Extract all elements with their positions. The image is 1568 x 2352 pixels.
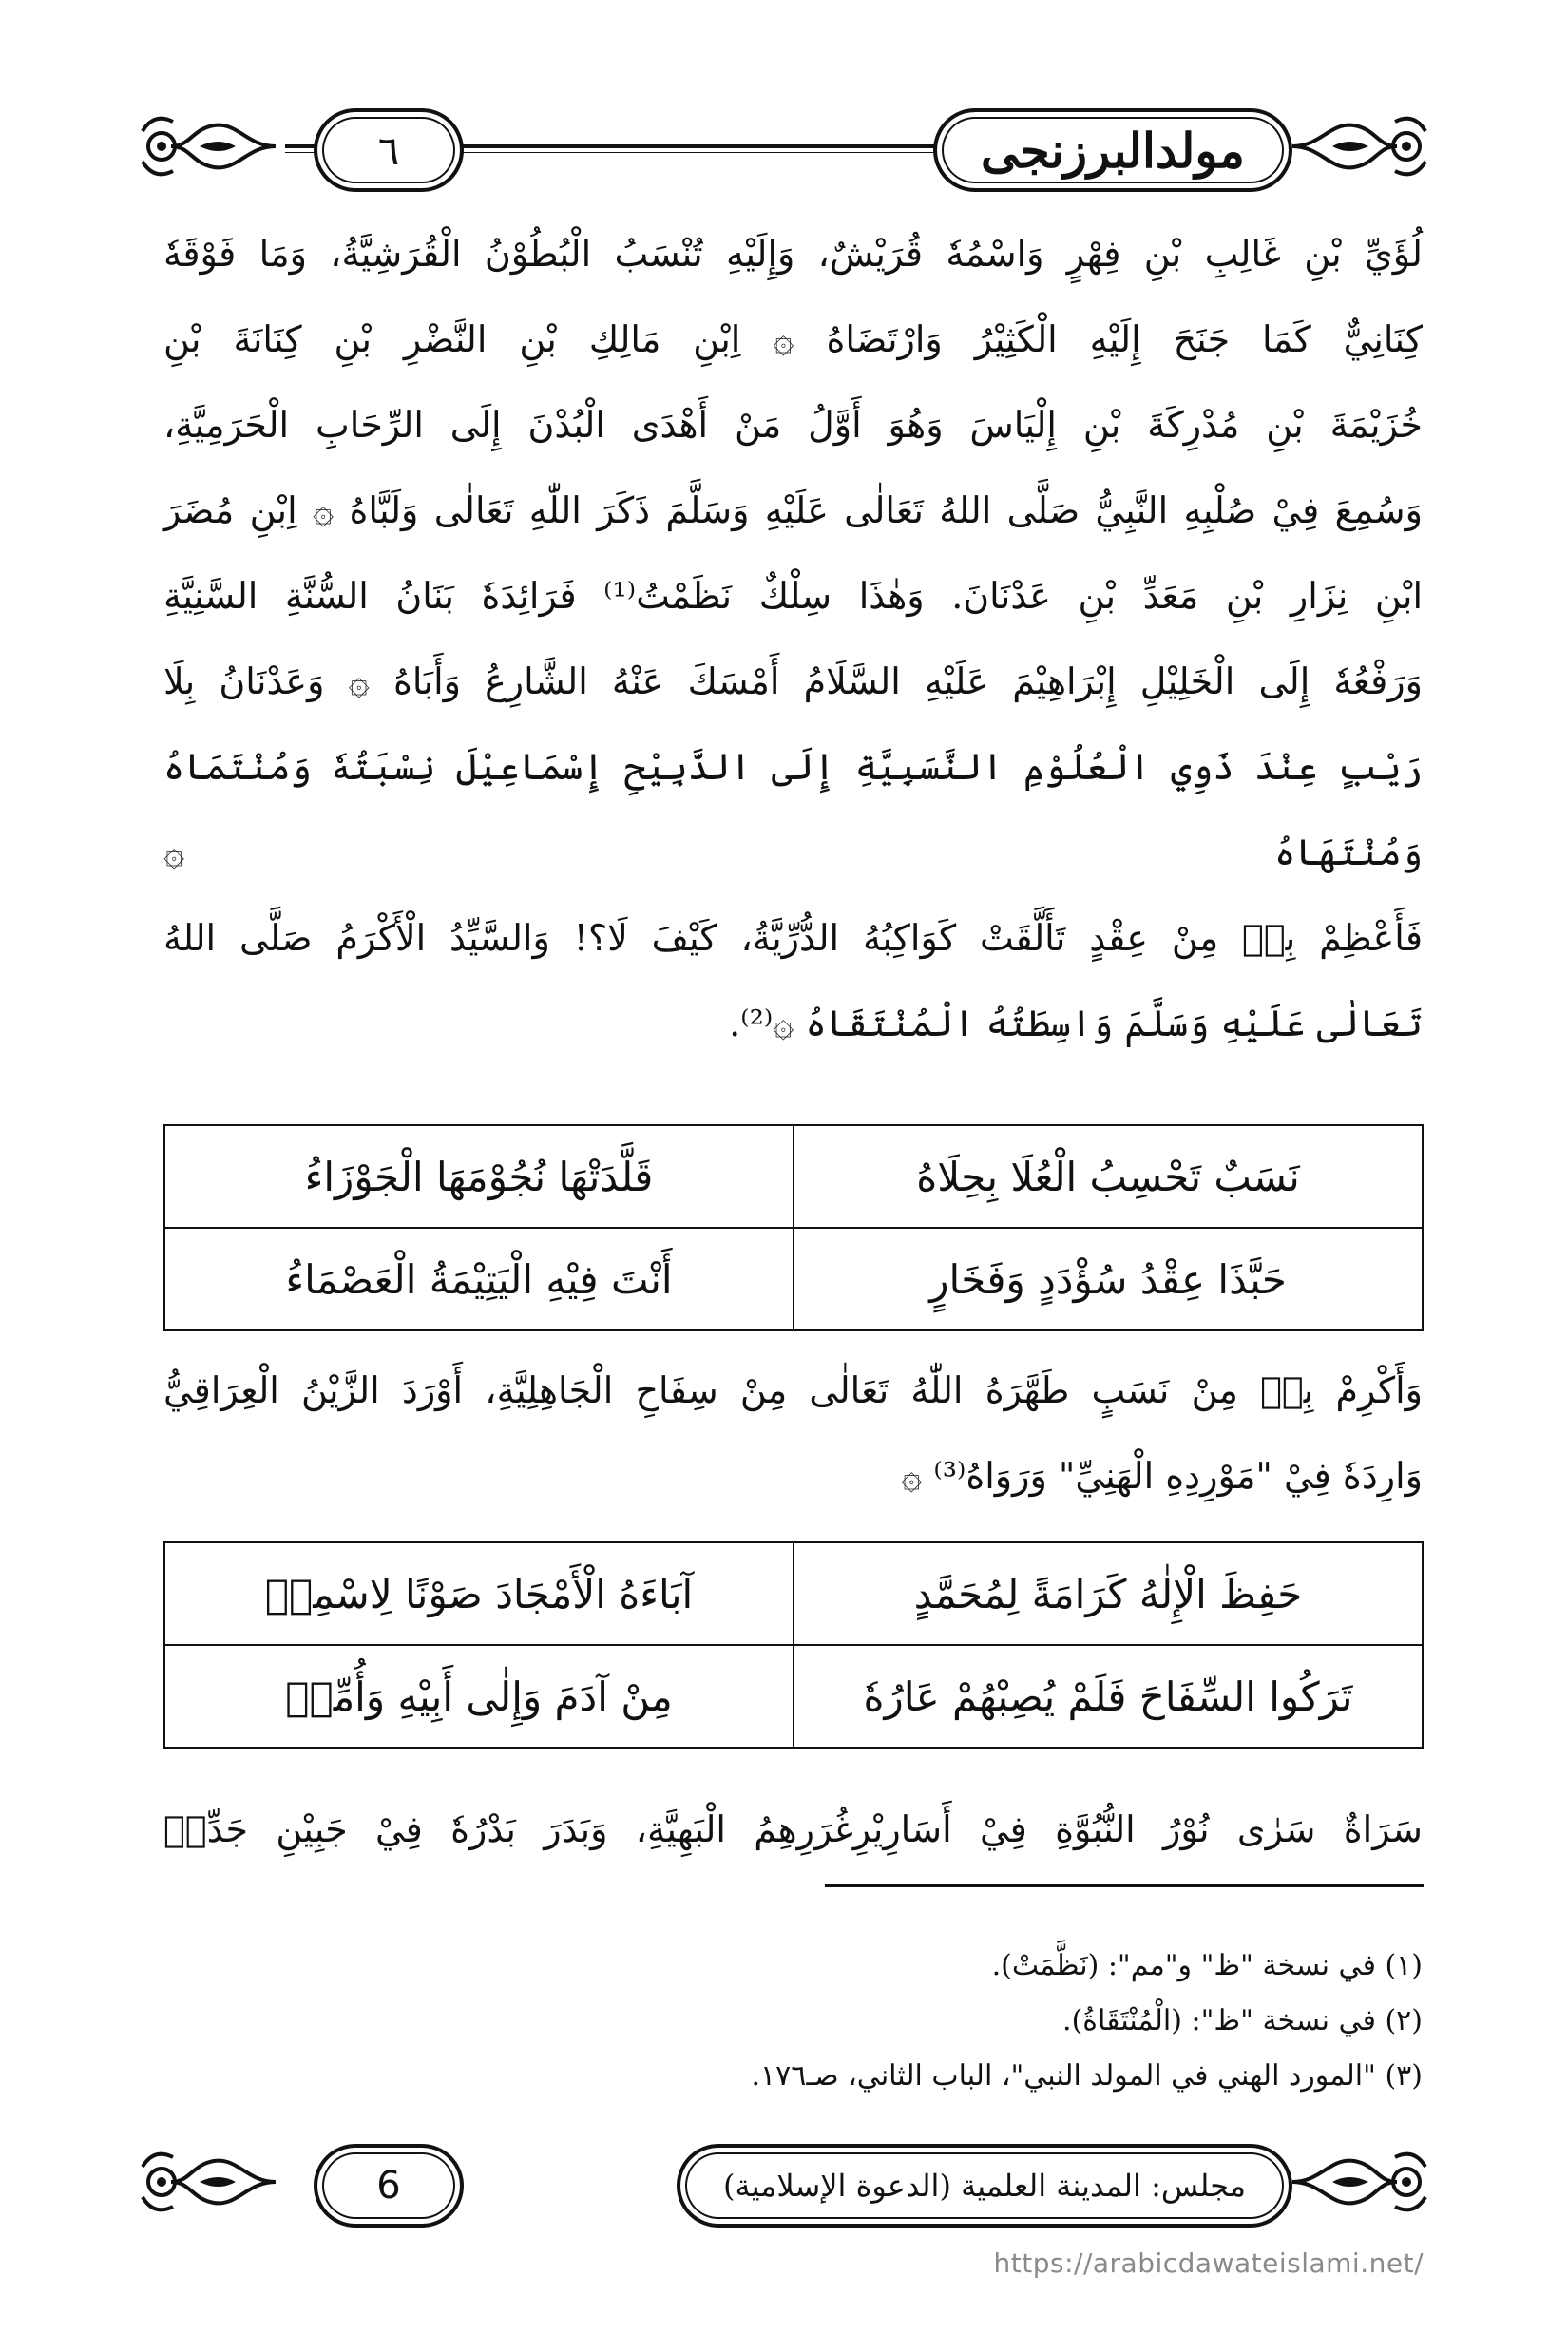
text-line: لُؤَيِّ بْنِ غَالِبِ بْنِ فِهْرٍ وَاسْمُهٗ قُرَيْشٌ، وَإِلَيْهِ تُنْسَبُ الْبُطُوْنُ الْقُرَشِيَّةُ، وَمَا فَوْقَهٗ bbox=[163, 233, 1423, 275]
text-line: وَرَفْعُهٗ إِلَى الْخَلِيْلِ إِبْرَاهِيْمَ عَلَيْهِ السَّلَامُ أَمْسَكَ عَنْهُ الشَّارِعُ وَأَبَاهُ ۞ وَعَدْنَانُ بِلَا bbox=[163, 660, 1423, 702]
text-line: فَأَعْظِمْ بِهٖ مِنْ عِقْدٍ تَأَلَّقَتْ كَوَاكِبُهُ الدُّرِّيَّةُ، كَيْفَ لَا؟! وَالسَّيِّدُ الْأَكْرَمُ صَلَّى اللهُ bbox=[163, 917, 1423, 959]
verse-row bbox=[164, 1542, 1423, 1645]
poetry-table bbox=[163, 1541, 1424, 1749]
poetry-table bbox=[163, 1124, 1424, 1331]
verse-hemistich: نَسَبٌ تَحْسِبُ الْعُلَا بِحِلَاهُ bbox=[794, 1125, 1423, 1228]
footer-publisher: مجلس: المدينة العلمية (الدعوة الإسلامية) bbox=[677, 2144, 1292, 2228]
ornament-right-icon bbox=[1292, 2138, 1435, 2226]
ornament-right-icon bbox=[1292, 103, 1435, 190]
verse-hemistich: حَفِظَ الْإِلٰهُ كَرَامَةً لِمُحَمَّدٍ bbox=[794, 1542, 1423, 1645]
verse-hemistich: قَلَّدَتْهَا نُجُوْمَهَا الْجَوْزَاءُ bbox=[164, 1125, 794, 1228]
ornament-left-icon bbox=[133, 103, 276, 190]
page-number-bottom: 6 bbox=[314, 2144, 464, 2228]
text-line: ابْنِ نِزَارِ بْنِ مَعَدِّ بْنِ عَدْنَانَ. وَهٰذَا سِلْكٌ نَظَمْتُ⁽¹⁾ فَرَائِدَهٗ بَنَانُ السُّنَّةِ السَّنِيَّةِ bbox=[163, 575, 1423, 617]
text-line: رَيْبٍ عِنْدَ ذَوِي الْعُلُوْمِ النَّسَبِيَّةِ إِلَى الذَّبِيْحِ إِسْمَاعِيْلَ نِسْبَتُهٗ وَمُنْتَمَاهُ وَمُنْتَهَاهُ ۞ bbox=[163, 746, 1423, 873]
page-title: مولدالبرزنجى bbox=[933, 108, 1292, 192]
text-line: وَأَكْرِمْ بِهٖ مِنْ نَسَبٍ طَهَّرَهُ اللّٰهُ تَعَالٰى مِنْ سِفَاحِ الْجَاهِلِيَّةِ، أَوْرَدَ الزَّيْنُ الْعِرَاقِيُّ bbox=[163, 1369, 1423, 1411]
ornament-left-icon bbox=[133, 2138, 276, 2226]
verse-hemistich: أَنْتَ فِيْهِ الْيَتِيْمَةُ الْعَصْمَاءُ bbox=[164, 1228, 794, 1330]
third-paragraph bbox=[163, 1787, 1423, 1872]
verse-row bbox=[164, 1228, 1423, 1330]
watermark-url: https://arabicdawateislami.net/ bbox=[993, 2247, 1424, 2279]
text-line: تَعَالٰى عَلَيْهِ وَسَلَّمَ وَاسِطَتُهُ الْمُنْتَقَاهُ ۞⁽²⁾. bbox=[729, 1003, 1423, 1044]
text-line: وَسُمِعَ فِيْ صُلْبِهِ النَّبِيُّ صَلَّى اللهُ تَعَالٰى عَلَيْهِ وَسَلَّمَ ذَكَرَ اللّٰهِ تَعَالٰى وَلَبَّاهُ ۞ اِبْنِ مُضَرَ bbox=[163, 489, 1423, 531]
text-line: وَارِدَهٗ فِيْ "مَوْرِدِهِ الْهَنِيِّ" وَرَوَاهُ⁽³⁾ ۞ bbox=[901, 1455, 1423, 1497]
verse-row bbox=[164, 1645, 1423, 1748]
second-paragraph bbox=[163, 1348, 1423, 1519]
text-line: سَرَاةٌ سَرٰى نُوْرُ النُّبُوَّةِ فِيْ أَسَارِيْرِغُرَرِهِمُ الْبَهِيَّةِ، وَبَدَرَ بَدْرُهٗ فِيْ جَبِيْنِ جَدِّهٖ bbox=[163, 1808, 1423, 1850]
text-line: كِنَانِيٌّ كَمَا جَنَحَ إِلَيْهِ الْكَثِيْرُ وَارْتَضَاهُ ۞ اِبْنِ مَالِكِ بْنِ النَّضْرِ بْنِ كِنَانَةَ بْنِ bbox=[163, 318, 1423, 360]
verse-hemistich: مِنْ آدَمَ وَإِلٰى أَبِيْهِ وَأُمِّهٖ bbox=[164, 1645, 794, 1748]
verse-hemistich: آبَاءَهُ الْأَمْجَادَ صَوْنًا لِاسْمِهٖ bbox=[164, 1542, 794, 1645]
verse-hemistich: تَرَكُوا السِّفَاحَ فَلَمْ يُصِبْهُمْ عَارُهٗ bbox=[794, 1645, 1423, 1748]
page-number-top: ٦ bbox=[314, 108, 464, 192]
footnote: (٣) "المورد الهني في المولد النبي"، الباب الثاني، صـ١٧٦. bbox=[751, 2059, 1423, 2093]
footnote: (١) في نسخة "ظ" و"مم": (نَظَّمَتْ). bbox=[991, 1949, 1423, 1982]
text-line: خُزَيْمَةَ بْنِ مُدْرِكَةَ بْنِ إِلْيَاسَ وَهُوَ أَوَّلُ مَنْ أَهْدَى الْبُدْنَ إِلَى الرِّحَابِ الْحَرَمِيَّةِ، bbox=[163, 404, 1423, 446]
footnote: (٢) في نسخة "ظ": (الْمُنْتَقَاةُ). bbox=[1062, 2004, 1423, 2037]
verse-hemistich: حَبَّذَا عِقْدُ سُؤْدَدٍ وَفَخَارٍ bbox=[794, 1228, 1423, 1330]
main-paragraph bbox=[163, 211, 1423, 1066]
footnotes bbox=[163, 1939, 1423, 2104]
footnote-divider bbox=[825, 1884, 1424, 1887]
page-footer bbox=[133, 2138, 1435, 2226]
page-header bbox=[133, 103, 1435, 190]
verse-row bbox=[164, 1125, 1423, 1228]
